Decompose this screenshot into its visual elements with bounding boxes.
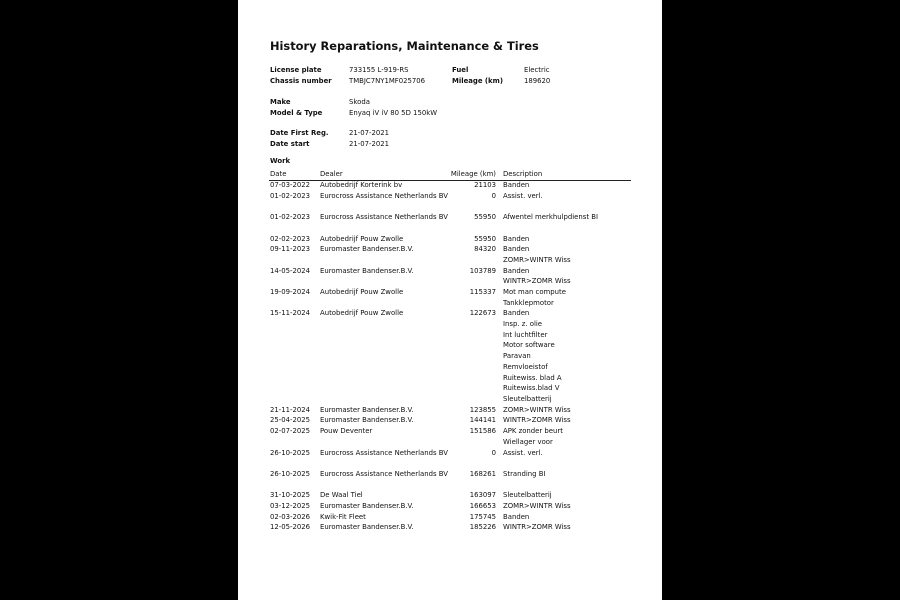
row-mileage: 115337	[469, 288, 496, 296]
description-line: Paravan	[503, 352, 531, 361]
description-line: Afwentel merkhulpdienst BI	[503, 213, 598, 222]
description-line: Insp. z. olie	[503, 320, 543, 329]
row-mileage: 122673	[469, 309, 496, 318]
row-mileage: 175745	[469, 512, 496, 521]
fuel-value: Electric	[524, 66, 550, 74]
description-line: ZOMR>WINTR Wiss	[503, 405, 571, 414]
row-description	[503, 427, 563, 448]
description-line: Ruitewiss. blad A	[503, 373, 562, 382]
row-date: 26-10-2025	[270, 469, 311, 478]
page-title: History Reparations, Maintenance & Tires	[270, 39, 539, 53]
chassis-number-label: Chassis number	[270, 77, 332, 85]
row-mileage: 0	[491, 191, 496, 200]
row-mileage: 55950	[474, 234, 496, 243]
row-description	[503, 192, 543, 203]
row-mileage: 123855	[469, 405, 496, 414]
description-line: WINTR>ZOMR Wiss	[503, 416, 571, 425]
description-line: Banden	[503, 245, 530, 254]
row-date: 19-09-2024	[270, 288, 311, 296]
row-date: 14-05-2024	[270, 266, 311, 275]
row-description	[503, 181, 529, 192]
row-dealer: Euromaster Bandenser.B.V.	[320, 405, 414, 414]
row-dealer: Euromaster Bandenser.B.V.	[320, 245, 414, 254]
description-line: WINTR>ZOMR Wiss	[503, 523, 571, 532]
row-description	[503, 309, 562, 405]
row-description	[503, 449, 543, 460]
row-dealer: Eurocross Assistance Netherlands BV	[320, 213, 449, 222]
make-label: Make	[270, 98, 291, 106]
description-line: APK zonder beurt	[503, 427, 563, 436]
description-line: Stranding BI	[503, 469, 546, 478]
row-mileage: 0	[491, 448, 496, 457]
row-dealer: Autobedrijf Pouw Zwolle	[320, 288, 404, 296]
description-line: Ruitewiss.blad V	[503, 384, 560, 393]
description-line: Tankklepmotor	[503, 298, 554, 307]
row-date: 01-02-2023	[270, 213, 311, 222]
row-date: 02-02-2023	[270, 234, 311, 243]
row-mileage: 168261	[469, 469, 496, 478]
document-page	[238, 0, 662, 600]
row-description	[503, 267, 571, 288]
description-line: Int luchtfilter	[503, 330, 548, 339]
row-description	[503, 288, 566, 309]
row-mileage: 185226	[469, 523, 496, 532]
row-description	[503, 235, 529, 246]
row-dealer: Euromaster Bandenser.B.V.	[320, 416, 414, 425]
make-value: Skoda	[349, 98, 370, 106]
mileage-value: 189620	[524, 77, 551, 85]
description-line: WINTR>ZOMR Wiss	[503, 277, 571, 286]
row-description	[503, 213, 598, 224]
first-reg-value: 21-07-2021	[349, 129, 390, 137]
column-header-description: Description	[503, 170, 543, 178]
row-date: 07-03-2022	[270, 181, 311, 189]
description-line: ZOMR>WINTR Wiss	[503, 255, 571, 264]
column-header-mileage: Mileage (km)	[450, 170, 496, 178]
model-type-value: Enyaq iV iV 80 5D 150kW	[349, 109, 438, 117]
first-reg-label: Date First Reg.	[270, 129, 329, 137]
work-table-body	[238, 0, 662, 600]
description-line: Banden	[503, 512, 530, 521]
fuel-label: Fuel	[452, 66, 469, 74]
column-header-date: Date	[270, 170, 287, 178]
description-line: Sleutelbatterij	[503, 491, 552, 500]
mileage-label: Mileage (km)	[452, 77, 503, 85]
row-dealer: Pouw Deventer	[320, 427, 373, 436]
description-line: Assist. verl.	[503, 191, 543, 200]
description-line: Banden	[503, 181, 530, 189]
license-plate-label: License plate	[270, 66, 322, 74]
description-line: ZOMR>WINTR Wiss	[503, 502, 571, 510]
description-line: Sleutelbatterij	[503, 394, 552, 403]
description-line: Motor software	[503, 341, 555, 350]
row-dealer: De Waal Tiel	[320, 491, 363, 500]
row-mileage: 55950	[474, 213, 496, 222]
row-mileage: 151586	[469, 427, 496, 436]
row-mileage: 166653	[469, 502, 496, 510]
row-date: 15-11-2024	[270, 309, 311, 318]
row-date: 31-10-2025	[270, 491, 311, 500]
chassis-number-value: TMBJC7NY1MF025706	[349, 77, 426, 85]
row-date: 03-12-2025	[270, 502, 311, 510]
row-description	[503, 491, 552, 502]
row-description	[503, 416, 571, 427]
row-mileage: 144141	[469, 416, 496, 425]
row-date: 12-05-2026	[270, 523, 311, 532]
row-description	[503, 245, 571, 266]
description-line: Mot man compute	[503, 288, 566, 296]
description-line: Wiellager voor	[503, 437, 553, 446]
row-dealer: Autobedrijf Pouw Zwolle	[320, 234, 404, 243]
row-description	[503, 513, 529, 524]
row-dealer: Autobedrijf Korterink bv	[320, 181, 403, 189]
row-date: 26-10-2025	[270, 448, 311, 457]
row-dealer: Kwik-Fit Fleet	[320, 512, 366, 521]
row-dealer: Autobedrijf Pouw Zwolle	[320, 309, 404, 318]
description-line: Banden	[503, 309, 530, 318]
row-description	[503, 406, 571, 417]
row-date: 09-11-2023	[270, 245, 311, 254]
date-start-label: Date start	[270, 140, 310, 148]
row-dealer: Euromaster Bandenser.B.V.	[320, 502, 414, 510]
description-line: Banden	[503, 234, 530, 243]
license-plate-value: 733155 L-919-RS	[349, 66, 409, 74]
model-type-label: Model & Type	[270, 109, 323, 117]
description-line: Banden	[503, 266, 530, 275]
row-description	[503, 470, 545, 481]
row-dealer: Euromaster Bandenser.B.V.	[320, 266, 414, 275]
row-dealer: Euromaster Bandenser.B.V.	[320, 523, 414, 532]
row-description	[503, 523, 571, 534]
row-date: 01-02-2023	[270, 191, 311, 200]
row-mileage: 21103	[474, 181, 496, 189]
row-description	[503, 502, 571, 513]
row-date: 25-04-2025	[270, 416, 311, 425]
description-line: Remvloeistof	[503, 362, 548, 371]
row-dealer: Eurocross Assistance Netherlands BV	[320, 469, 449, 478]
work-heading: Work	[270, 157, 291, 165]
row-mileage: 84320	[474, 245, 496, 254]
date-start-value: 21-07-2021	[349, 140, 390, 148]
description-line: Assist. verl.	[503, 448, 543, 457]
row-date: 02-07-2025	[270, 427, 311, 436]
row-date: 21-11-2024	[270, 405, 311, 414]
row-mileage: 163097	[469, 491, 496, 500]
row-date: 02-03-2026	[270, 512, 311, 521]
column-header-dealer: Dealer	[320, 170, 343, 178]
row-dealer: Eurocross Assistance Netherlands BV	[320, 191, 449, 200]
row-dealer: Eurocross Assistance Netherlands BV	[320, 448, 449, 457]
row-mileage: 103789	[469, 266, 496, 275]
